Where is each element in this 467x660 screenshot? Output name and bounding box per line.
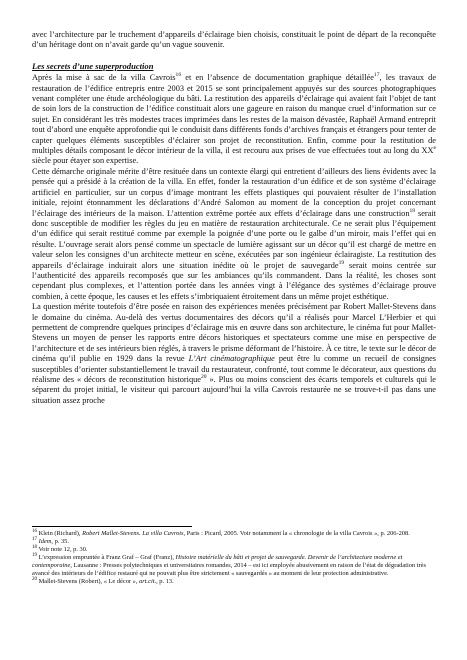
footnote-number: 16 xyxy=(32,528,37,534)
footnote-text: Mallet-Stevens (Robert), « Le décor », xyxy=(37,578,140,585)
footnote-text: , Paris : Picard, 2005. Voir notamment la « chronologie de la villa Cavrois », p. 206-208. xyxy=(183,530,410,537)
paragraph-text: , les travaux de restauration de l’édifice entrepris entre 2003 et 2015 se sont principalement appuyés sur des sources photographiques venant compléter une étude archéologique du bâti. La restitution des appareils d’éclairage qui avaient fait l’objet de tant de soin lors de la construction de l’édifice constituait alors une gageure en raison du manque cruel d’information sur ce sujet. En considérant les très modestes traces imprimées dans les restes de la maison dévastée, Raphaël Armand entreprit tout d’abord une enquête approfondie qui le conduisit dans différents fonds d’archives français et étrangers pour tenter de capter quelques éléments susceptibles d’éclairer son projet de reconstitution. Enfin, comme pour la restitution de multiples détails composant le décor intérieur de la villa, il est recouru aux prises de vue effectuées tout au long du XX xyxy=(32,73,437,156)
century-superscript: e xyxy=(433,145,436,152)
page-body xyxy=(32,30,436,406)
footnote-ref-19[interactable]: 19 xyxy=(338,259,345,266)
paragraph-text: ». Plus ou moins conscient des écarts temporels et culturels qui le séparent du projet initial, le visiteur qui parcourt aujourd’hui la villa Cavrois restaurée ne se trouve-t-il pas dans une situation assez proche xyxy=(32,375,436,405)
footnote-number: 19 xyxy=(32,552,37,558)
footnote-text: , Lausanne : Presses polytechniques et universitaires romandes, 2014 – est ici employée abusivement en raison de l’état de dégradation très avancé des intérieurs de l’édifice restauré qui ne pouvait plus être strictement « sauvegardés » au moment de leur protection administrative. xyxy=(32,562,426,577)
footnote-title: art.cit xyxy=(139,578,155,585)
footnote-text: ., p. 13. xyxy=(154,578,174,585)
footnote-title: Idem xyxy=(38,538,52,545)
paragraph-text: peut être lu comme un recueil de consignes susceptibles d’orienter substantiellement le travail du restaurateur, confronté, tout comme le décorateur, aux questions du réalisme des « décors de reconstitution historique xyxy=(32,354,436,384)
journal-title: L’Art cinématographique xyxy=(188,354,275,364)
paragraph-1 xyxy=(32,73,436,167)
footnote-text: Voir note 12, p. 30. xyxy=(37,546,88,553)
footnote-number: 17 xyxy=(32,536,37,542)
footnote-text: , p. 35. xyxy=(51,538,69,545)
paragraph-text: Après la mise à sac de la villa Cavrois xyxy=(32,73,176,83)
paragraph-text: serait moins centrée sur l’authenticité des appareils recomposés que sur les ambiances qu’ils commandent. Dans la réalité, les choses sont cependant plus complexes, et l’attention portée dans les années vingt à l’élégance des systèmes d’éclairage prouve combien, à cette époque, les causes et les effets s’imbriquaient étroitement dans un même projet esthétique. xyxy=(32,260,436,301)
footnote-ref-20[interactable]: 20 xyxy=(200,374,207,381)
paragraph-text: Cette démarche originale mérite d’être resituée dans un contexte élargi qui entretient d’ailleurs des liens évidents avec la pensée qui a présidé à la création de la villa. En effet, fonder la restauration d’un édifice et de son système d’éclairage artificiel en particulier, sur un corpus d’image montrant les effets plastiques qui pouvaient résulter de l’installation initiale, rejoint étonnamment les déclarations d’André Salomon au moment de la conception du projet concernant l’éclairage des intérieurs de la maison. L’attention extrême portée aux effets d’éclairage dans une construction xyxy=(32,166,436,218)
footnotes xyxy=(32,526,436,586)
paragraph-2 xyxy=(32,167,436,302)
section-title: Les secrets d’une superproduction xyxy=(32,60,154,71)
footnote-16 xyxy=(32,530,436,538)
intro-paragraph: avec l’architecture par le truchement d’appareils d’éclairage bien choisis, constituait le point de départ de la reconquête d’un héritage dont on n’avait garde qu’un vague souvenir. xyxy=(32,30,436,50)
footnote-number: 18 xyxy=(32,544,37,550)
footnote-20 xyxy=(32,578,436,586)
footnote-ref-17[interactable]: 17 xyxy=(373,72,380,79)
footnote-rule xyxy=(32,526,192,527)
paragraph-3 xyxy=(32,302,436,406)
footnote-18 xyxy=(32,546,436,554)
footnote-ref-18[interactable]: 18 xyxy=(409,207,416,214)
footnote-ref-16[interactable]: 16 xyxy=(175,72,182,79)
footnote-number: 20 xyxy=(32,576,37,582)
footnote-title: Robert Mallet-Stevens. La villa Cavrois xyxy=(82,530,184,537)
footnote-title: Histoire matérielle du bâti et projet de sauvegarde. Devenir de l’architecture moderne et contemporaine xyxy=(32,554,403,569)
footnote-19 xyxy=(32,554,436,578)
footnote-17 xyxy=(32,538,436,546)
paragraph-text: serait donc susceptible de modifier les règles du jeu en matière de restauration architecturale. Ce ne serait plus l’équipement d’un édifice qui serait restitué comme par exemple la poignée d’une porte ou le galbe d’un miroir, mais l’effet qui en résulte. L’ouvrage serait alors pensé comme un spectacle de lumière agissant sur un décor qu’il est chargé de mettre en valeur selon les consignes d’un architecte metteur en scène, exécutées par son ingénieur éclairagiste. La restitution des appareils d’éclairage induirait alors une situation inédite où le projet de sauvegarde xyxy=(32,208,436,270)
footnote-text: L’expression empruntée à Franz Graf – Graf (Franz), xyxy=(37,554,176,561)
paragraph-text: La question mérite toutefois d’être posée en raison des expériences menées précisément par Robert Mallet-Stevens dans le domaine du cinéma. Au-delà des vertus documentaires des décors qu’il a réalisés pour Marcel L’Herbier et qui permettent de comprendre quelques principes d’éclairage mis en œuvre dans son architecture, le cinéma fut pour Mallet-Stevens un moyen de penser les rapports entre décors historiques et spectateurs comme une mise en perspective de l’architecture et de ses intérieurs bien réglés, à travers le prisme déformant de l’histoire. À ce titre, le texte sur le décor de cinéma qu’il publie en 1929 dans la revue xyxy=(32,302,436,364)
footnote-text: Klein (Richard), xyxy=(37,530,83,537)
paragraph-text: siècle pour étayer son expertise. xyxy=(32,156,139,166)
paragraph-text: et en l’absence de documentation graphique détaillée xyxy=(181,73,374,83)
